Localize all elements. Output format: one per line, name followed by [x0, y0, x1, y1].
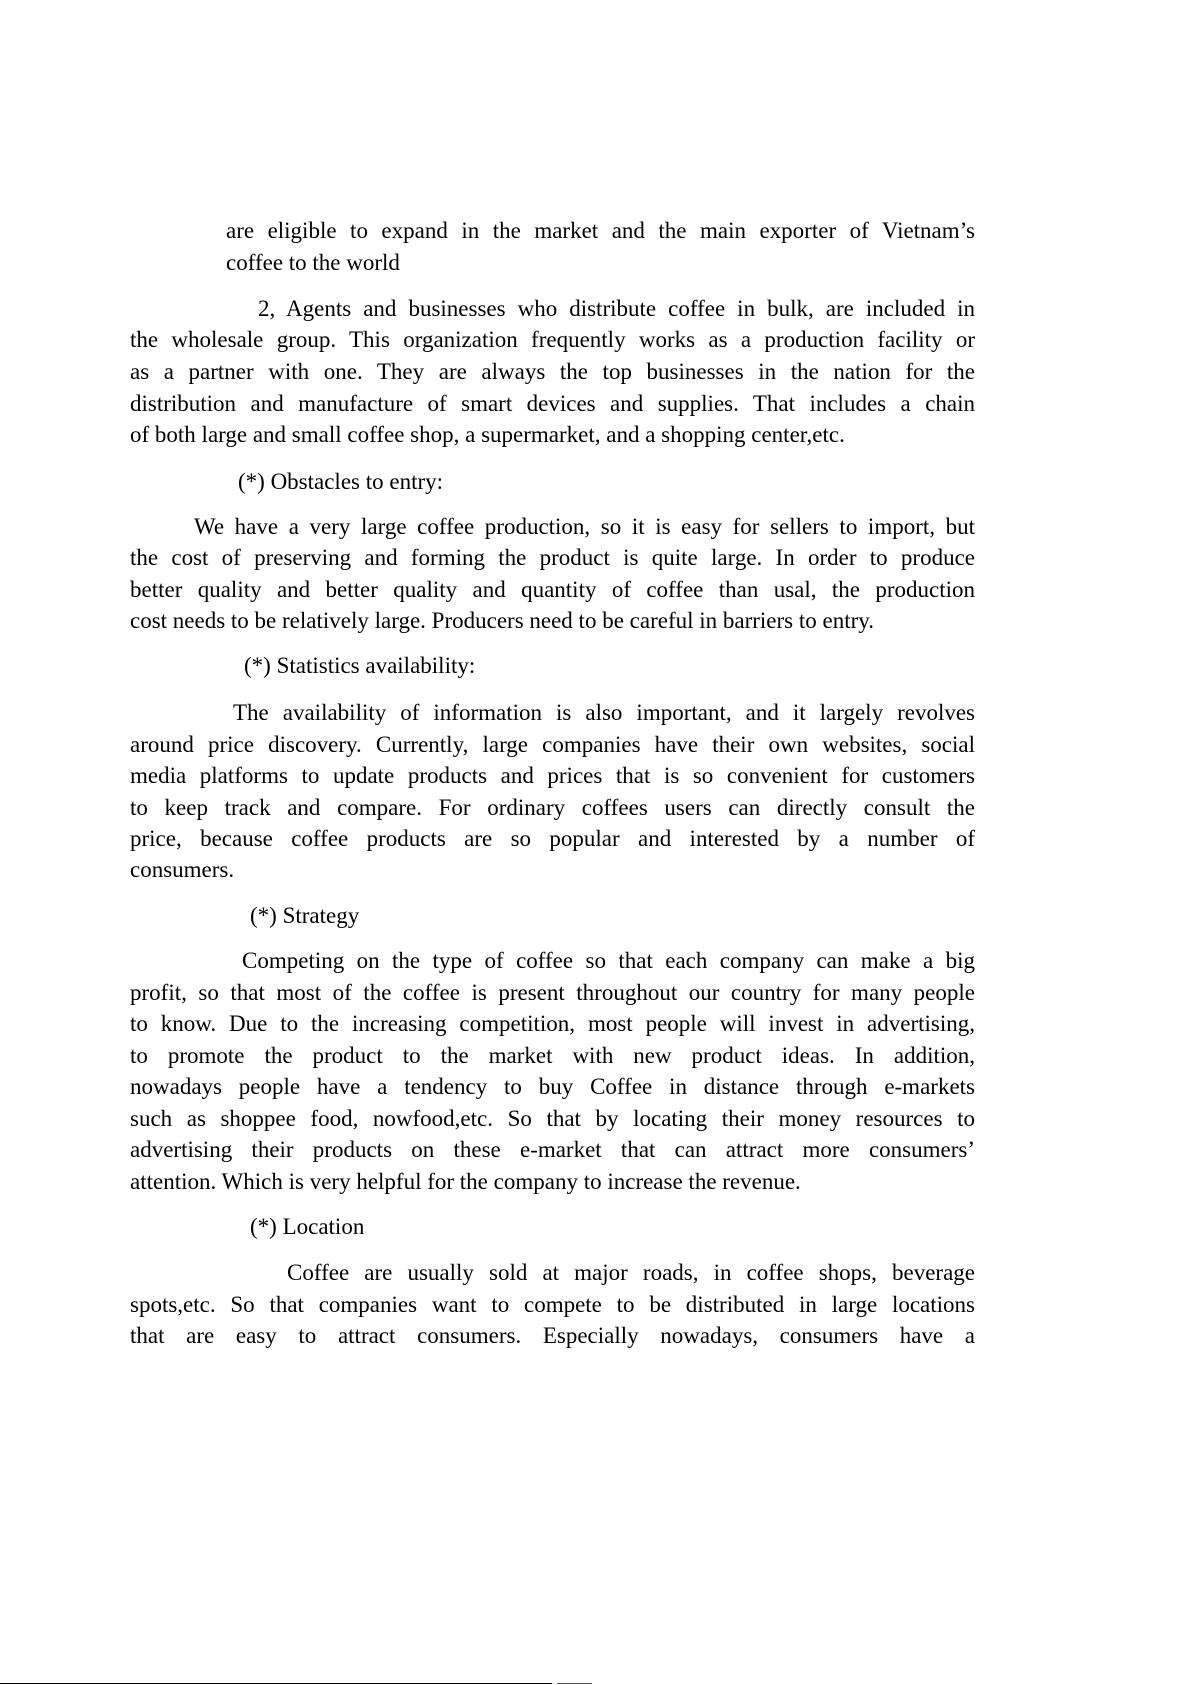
- text-line: that are easy to attract consumers. Especially nowadays, consumers have a: [130, 1323, 975, 1348]
- footnote-separator-tail: [557, 1683, 592, 1684]
- text-line: such as shoppee food, nowfood,etc. So that by locating their money resources to: [130, 1106, 975, 1131]
- text-line: price, because coffee products are so popular and interested by a number of: [130, 826, 975, 851]
- text-line: 2, Agents and businesses who distribute coffee in bulk, are included in: [258, 296, 975, 321]
- text-line: media platforms to update products and prices that is so convenient for customers: [130, 763, 975, 788]
- text-line: around price discovery. Currently, large companies have their own websites, social: [130, 732, 975, 757]
- text-line: The availability of information is also important, and it largely revolves: [233, 700, 975, 725]
- text-line: to promote the product to the market with new product ideas. In addition,: [130, 1043, 975, 1068]
- text-line: Competing on the type of coffee so that each company can make a big: [242, 948, 975, 973]
- text-line: as a partner with one. They are always the top businesses in the nation for the: [130, 359, 975, 384]
- text-line: We have a very large coffee production, so it is easy for sellers to import, but: [194, 514, 975, 539]
- footnote-separator: [0, 1683, 552, 1684]
- section-heading: (*) Location: [250, 1214, 365, 1239]
- text-line: cost needs to be relatively large. Producers need to be careful in barriers to entry.: [130, 608, 875, 633]
- text-line: to know. Due to the increasing competition, most people will invest in advertising,: [130, 1011, 975, 1036]
- text-line: profit, so that most of the coffee is present throughout our country for many people: [130, 980, 975, 1005]
- section-heading: (*) Statistics availability:: [244, 653, 476, 678]
- text-line: the wholesale group. This organization frequently works as a production facility or: [130, 327, 975, 352]
- text-line: of both large and small coffee shop, a supermarket, and a shopping center,etc.: [130, 422, 845, 447]
- section-heading: (*) Obstacles to entry:: [238, 469, 444, 494]
- text-line: attention. Which is very helpful for the company to increase the revenue.: [130, 1169, 801, 1194]
- text-line: are eligible to expand in the market and the main exporter of Vietnam’s: [226, 218, 975, 243]
- text-line: spots,etc. So that companies want to compete to be distributed in large locations: [130, 1292, 975, 1317]
- text-line: consumers.: [130, 857, 235, 882]
- text-line: to keep track and compare. For ordinary coffees users can directly consult the: [130, 795, 975, 820]
- text-line: nowadays people have a tendency to buy Coffee in distance through e-markets: [130, 1074, 975, 1099]
- text-line: distribution and manufacture of smart devices and supplies. That includes a chain: [130, 391, 975, 416]
- text-line: Coffee are usually sold at major roads, in coffee shops, beverage: [287, 1260, 975, 1285]
- text-line: better quality and better quality and quantity of coffee than usal, the production: [130, 577, 975, 602]
- text-line: coffee to the world: [226, 250, 400, 275]
- section-heading: (*) Strategy: [250, 903, 360, 928]
- text-line: the cost of preserving and forming the product is quite large. In order to produce: [130, 545, 975, 570]
- text-line: advertising their products on these e-market that can attract more consumers’: [130, 1137, 975, 1162]
